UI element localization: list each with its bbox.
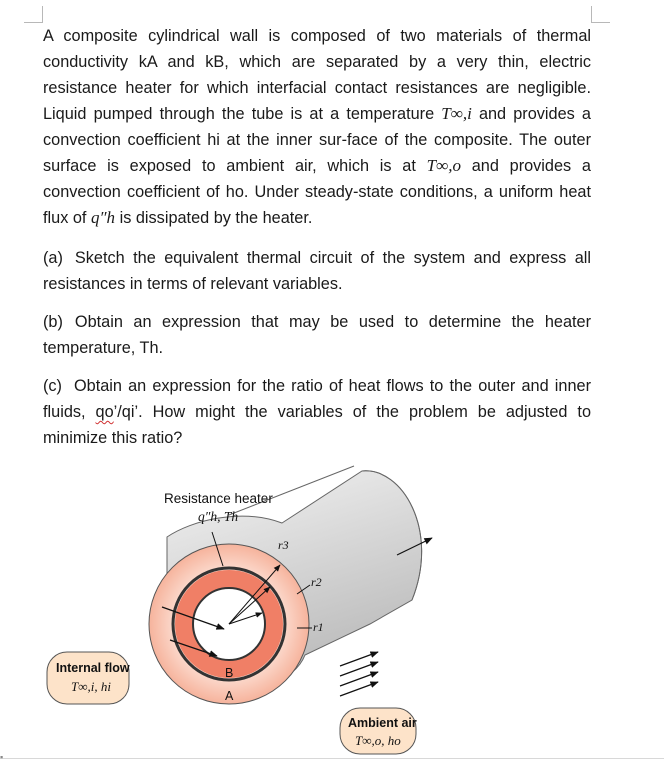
r3-label: r3	[278, 538, 289, 552]
heater-label: Resistance heater	[164, 491, 273, 506]
ambient-air-title: Ambient air	[348, 716, 417, 730]
t-outer: T∞,o	[426, 156, 461, 175]
composite-cylinder-figure	[40, 460, 440, 758]
part-b-text: Obtain an expression that may be used to determine the heater temperature, Th.	[43, 313, 591, 357]
t-inner: T∞,i	[441, 104, 472, 123]
spellcheck-flagged-word[interactable]: qo	[95, 403, 114, 421]
internal-flow-callout	[47, 652, 129, 704]
part-c	[43, 373, 591, 451]
part-c-text-2: ’/qi’. How might the variables of the problem be adjusted to minimize this ratio?	[43, 403, 591, 447]
problem-text-4: is dissipated by the heater.	[115, 209, 313, 227]
crop-mark-left-horizontal	[24, 22, 43, 23]
part-b-label: (b)	[43, 313, 63, 331]
heat-flux-symbol: q″h	[90, 208, 116, 227]
r1-label: r1	[313, 620, 324, 634]
material-b-label: B	[225, 666, 234, 680]
problem-text-3: and provides a convection coefficient of ho. Under steady-state conditions, a uniform heat flux of	[43, 157, 591, 227]
problem-text-1: A composite cylindrical wall is composed of two materials of thermal conductivity kA and kB, which are separated by a very thin, electric resistance heater for which interfacial contact resistances are negligible. Liquid pumped through the tube is at a temperature	[43, 27, 591, 123]
ambient-air-arrows	[340, 652, 378, 696]
problem-text-2: and provides a convection coefficient hi at the inner sur-face of the composite. The outer surface is exposed to ambient air, which is at	[43, 105, 591, 175]
part-a-label: (a)	[43, 249, 63, 267]
material-a-label: A	[225, 689, 234, 703]
crop-mark-right-horizontal	[591, 22, 610, 23]
part-c-label: (c)	[43, 377, 62, 395]
ambient-air-vars: T∞,o, ho	[355, 733, 401, 748]
status-indicator-icon: ▪	[0, 752, 4, 762]
part-c-text-1: Obtain an expression for the ratio of heat flows to the outer and inner fluids,	[43, 377, 591, 421]
crop-mark-right-vertical	[591, 6, 592, 23]
r2-label: r2	[311, 575, 322, 589]
part-a-text: Sketch the equivalent thermal circuit of the system and express all resistances in terms of relevant variables.	[43, 249, 591, 293]
internal-flow-title: Internal flow	[56, 661, 130, 675]
crop-mark-left-vertical	[42, 6, 43, 23]
problem-statement	[43, 23, 591, 231]
part-b	[43, 309, 591, 361]
part-a	[43, 245, 591, 297]
heater-vars: q″h, Th	[198, 509, 239, 524]
page-bottom-edge	[0, 758, 664, 759]
internal-flow-vars: T∞,i, hi	[71, 679, 111, 694]
